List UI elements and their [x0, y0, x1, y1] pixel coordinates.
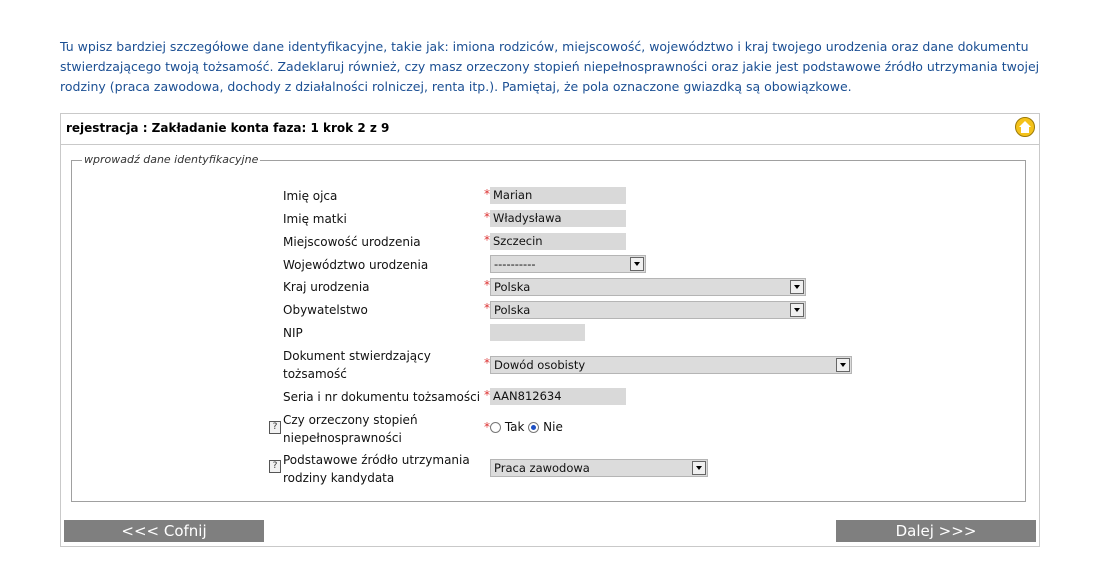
identification-fieldset — [71, 153, 1026, 502]
required-mark: * — [484, 301, 490, 315]
home-icon[interactable] — [1015, 117, 1035, 137]
disability-yes-label: Tak — [504, 420, 525, 434]
chevron-down-icon — [790, 303, 804, 317]
next-button[interactable]: Dalej >>> — [836, 520, 1036, 542]
birth-voivodeship-select[interactable] — [490, 255, 646, 273]
birth-place-label: Miejscowość urodzenia — [283, 235, 421, 249]
birth-place-input[interactable] — [490, 233, 626, 250]
chevron-down-icon — [630, 257, 644, 271]
intro-text: Tu wpisz bardziej szczegółowe dane identyfikacyjne, takie jak: imiona rodziców, miejscowość, województwo i kraj twojego urodzenia oraz dane dokumentu stwierdzającego twoją tożsamość. Zadeklaruj również, czy masz orzeczony stopień niepełnosprawności oraz jakie jest podstawowe źródło utrzymania twojej rodziny (praca zawodowa, dochody z działalności rolniczej, renta itp.). Pamiętaj, że pola oznaczone gwiazdką są obowiązkowe. — [60, 39, 1040, 94]
birth-country-select[interactable] — [490, 278, 806, 296]
income-source-label-line2: rodziny kandydata — [283, 471, 395, 485]
disability-yes-radio[interactable] — [490, 422, 501, 433]
disability-no-radio[interactable] — [528, 422, 539, 433]
id-document-value: Dowód osobisty — [494, 358, 586, 372]
citizenship-value: Polska — [494, 303, 531, 317]
income-source-label-line1: Podstawowe źródło utrzymania — [283, 453, 470, 467]
required-mark: * — [484, 356, 490, 370]
disability-label-line1: Czy orzeczony stopień — [283, 413, 418, 427]
required-mark: * — [484, 187, 490, 201]
required-mark: * — [484, 278, 490, 292]
mother-name-input[interactable] — [490, 210, 626, 227]
help-icon[interactable]: ? — [269, 460, 281, 473]
required-mark: * — [484, 388, 490, 402]
fieldset-legend: wprowadź dane identyfikacyjne — [84, 153, 259, 166]
income-source-value: Praca zawodowa — [494, 461, 590, 475]
id-document-label — [283, 347, 431, 383]
chevron-down-icon — [692, 461, 706, 475]
chevron-down-icon — [790, 280, 804, 294]
citizenship-label: Obywatelstwo — [283, 303, 368, 317]
birth-country-value: Polska — [494, 280, 531, 294]
income-source-label — [283, 451, 470, 487]
required-mark: * — [484, 210, 490, 224]
id-document-label-line1: Dokument stwierdzający — [283, 349, 431, 363]
disability-no-label: Nie — [543, 420, 563, 434]
father-name-label: Imię ojca — [283, 189, 338, 203]
chevron-down-icon — [836, 358, 850, 372]
back-button[interactable]: <<< Cofnij — [64, 520, 264, 542]
disability-label-line2: niepełnosprawności — [283, 431, 402, 445]
id-document-select[interactable] — [490, 356, 852, 374]
birth-voivodeship-value: ---------- — [494, 257, 536, 271]
id-number-input[interactable] — [490, 388, 626, 405]
required-mark: * — [484, 233, 490, 247]
father-name-input[interactable] — [490, 187, 626, 204]
registration-panel — [60, 113, 1040, 547]
birth-country-label: Kraj urodzenia — [283, 280, 370, 294]
nip-input[interactable] — [490, 324, 585, 341]
id-document-label-line2: tożsamość — [283, 367, 347, 381]
income-source-select[interactable] — [490, 459, 708, 477]
disability-radio-group — [490, 420, 563, 434]
required-mark: * — [484, 420, 490, 434]
disability-label — [283, 411, 418, 447]
help-icon[interactable]: ? — [269, 421, 281, 434]
mother-name-label: Imię matki — [283, 212, 347, 226]
nip-label: NIP — [283, 326, 303, 340]
id-number-label: Seria i nr dokumentu tożsamości — [283, 390, 481, 404]
birth-voivodeship-label: Województwo urodzenia — [283, 258, 429, 272]
citizenship-select[interactable] — [490, 301, 806, 319]
panel-header — [61, 114, 1039, 145]
panel-title: rejestracja : Zakładanie konta faza: 1 krok 2 z 9 — [66, 121, 390, 135]
